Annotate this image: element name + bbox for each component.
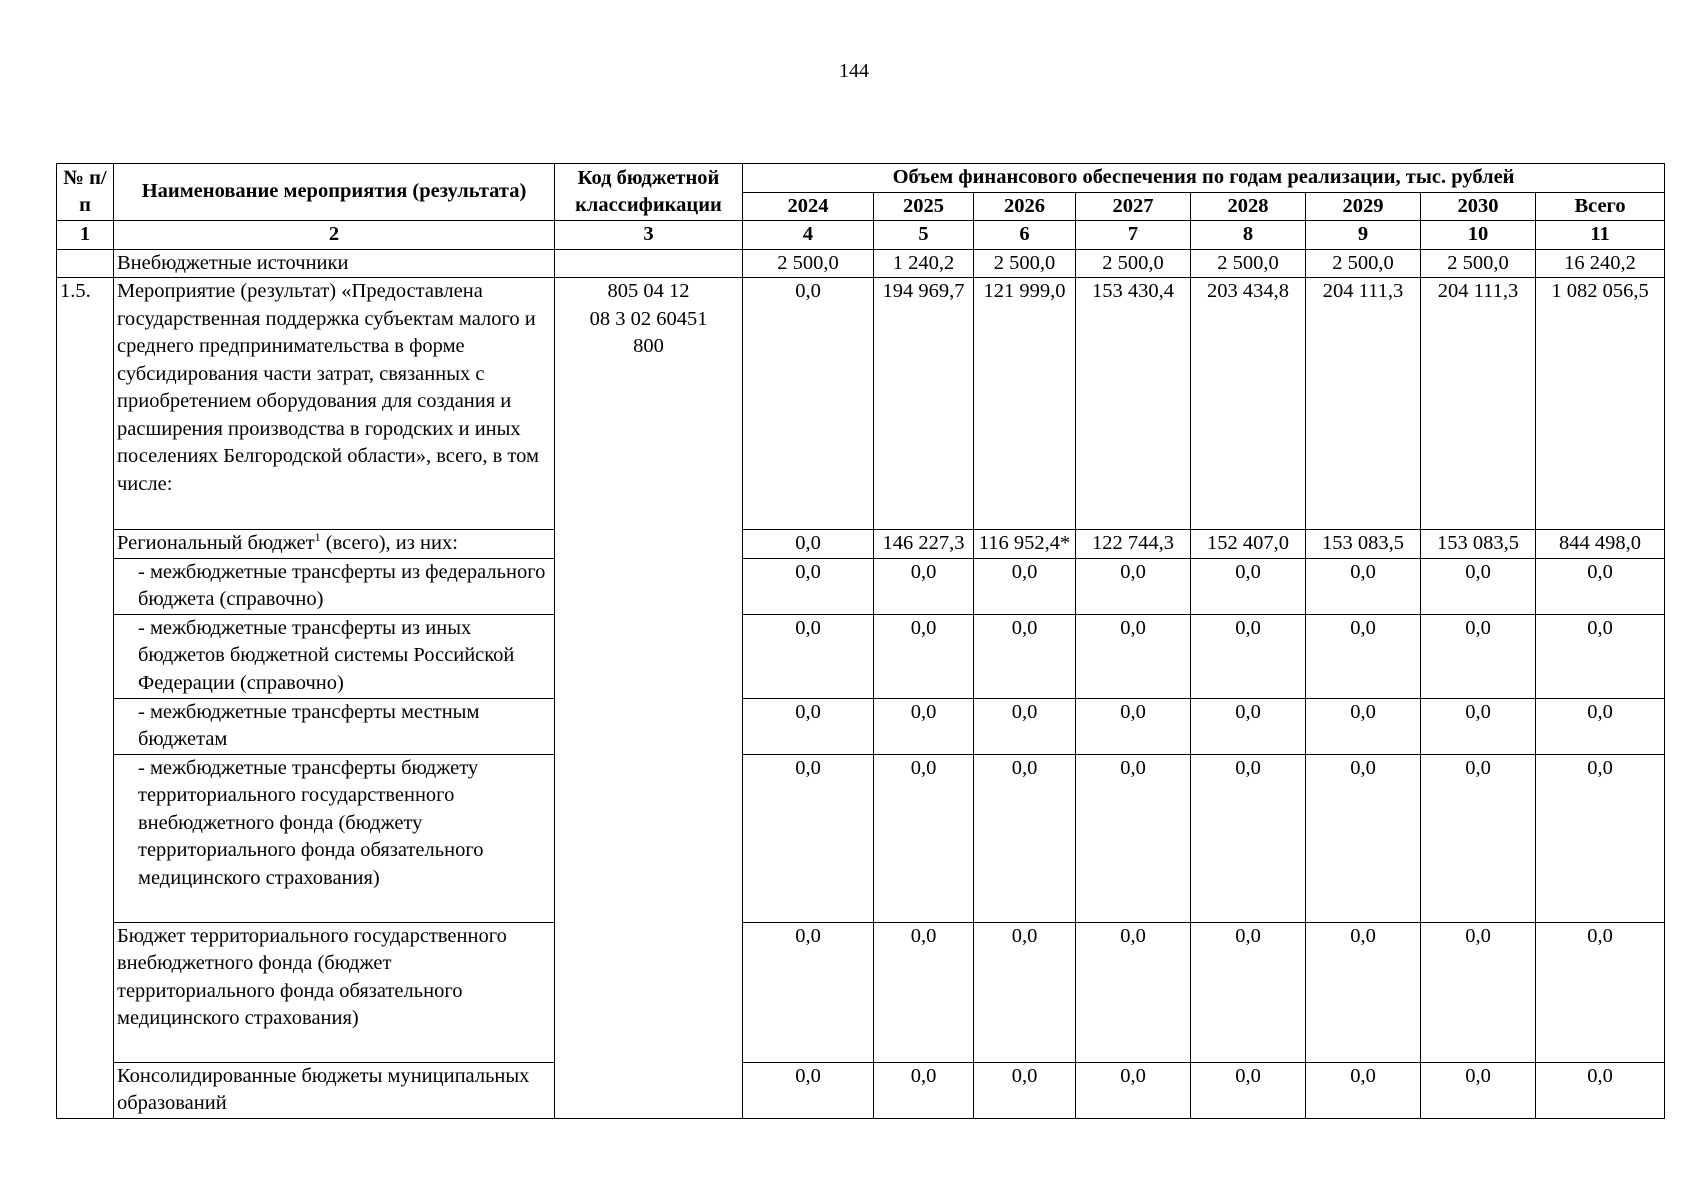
col-number: 6: [974, 221, 1076, 250]
value-cell: 0,0: [1421, 922, 1536, 1062]
value-cell: 0,0: [1191, 754, 1306, 922]
table-row: [57, 558, 1665, 614]
value-cell: 0,0: [1191, 558, 1306, 614]
table-row: [57, 754, 1665, 922]
value-cell: 2 500,0: [1191, 249, 1306, 278]
header-total: Всего: [1536, 192, 1665, 221]
row-name: [114, 530, 555, 559]
row-name: Консолидированные бюджеты муниципальных образований: [114, 1062, 555, 1118]
row-name: Внебюджетные источники: [114, 249, 555, 278]
value-cell: 0,0: [874, 754, 974, 922]
value-cell: 2 500,0: [1421, 249, 1536, 278]
value-cell: 0,0: [743, 530, 874, 559]
row-name: - межбюджетные трансферты из федерального бюджета (справочно): [114, 558, 555, 614]
header-year: 2024: [743, 192, 874, 221]
value-cell: 0,0: [743, 754, 874, 922]
value-cell: 0,0: [974, 558, 1076, 614]
value-cell: 116 952,4*: [974, 530, 1076, 559]
value-cell: 16 240,2: [1536, 249, 1665, 278]
value-cell: 0,0: [974, 922, 1076, 1062]
header-year: 2027: [1076, 192, 1191, 221]
col-number: 4: [743, 221, 874, 250]
col-number: 2: [114, 221, 555, 250]
header-code: Код бюджетной классификации: [555, 164, 743, 221]
value-cell: 2 500,0: [1306, 249, 1421, 278]
value-cell: 0,0: [874, 558, 974, 614]
budget-code: [555, 278, 743, 1119]
header-name: Наименование мероприятия (результата): [114, 164, 555, 221]
value-cell: 0,0: [1421, 754, 1536, 922]
value-cell: 153 430,4: [1076, 278, 1191, 530]
page-number: 144: [839, 60, 869, 82]
col-number: 11: [1536, 221, 1665, 250]
row-number-cell: [57, 249, 114, 278]
value-cell: 204 111,3: [1421, 278, 1536, 530]
value-cell: 194 969,7: [874, 278, 974, 530]
value-cell: 844 498,0: [1536, 530, 1665, 559]
value-cell: 0,0: [1306, 698, 1421, 754]
code-cell: [555, 249, 743, 278]
col-number: 9: [1306, 221, 1421, 250]
value-cell: 2 500,0: [743, 249, 874, 278]
value-cell: 0,0: [1536, 1062, 1665, 1118]
value-cell: 2 500,0: [1076, 249, 1191, 278]
code-line: 08 3 02 60451: [589, 307, 708, 330]
column-number-row: [57, 221, 1665, 250]
value-cell: 0,0: [1536, 698, 1665, 754]
header-year: 2025: [874, 192, 974, 221]
value-cell: 0,0: [743, 1062, 874, 1118]
header-year: 2026: [974, 192, 1076, 221]
value-cell: 0,0: [1536, 922, 1665, 1062]
value-cell: 0,0: [743, 278, 874, 530]
table-row: [57, 698, 1665, 754]
value-cell: 0,0: [743, 698, 874, 754]
value-cell: 0,0: [1421, 1062, 1536, 1118]
value-cell: 146 227,3: [874, 530, 974, 559]
code-line: 805 04 12: [607, 280, 690, 302]
value-cell: 0,0: [1306, 754, 1421, 922]
table-row: [57, 922, 1665, 1062]
row-name: - межбюджетные трансферты местным бюджетам: [114, 698, 555, 754]
header-year: 2028: [1191, 192, 1306, 221]
measure-name: Мероприятие (результат) «Предоставлена государственная поддержка субъектам малого и среднего предпринимательства в форме субсидирования части затрат, связанных с приобретением оборудования для создания и расширения производства в городских и иных поселениях Белгородской области», всего, в том числе:: [114, 278, 555, 530]
value-cell: 203 434,8: [1191, 278, 1306, 530]
value-cell: 0,0: [1076, 922, 1191, 1062]
budget-table: [56, 163, 1665, 1119]
value-cell: 0,0: [1191, 1062, 1306, 1118]
value-cell: 0,0: [743, 558, 874, 614]
header-year: 2030: [1421, 192, 1536, 221]
value-cell: 0,0: [1536, 754, 1665, 922]
col-number: 3: [555, 221, 743, 250]
value-cell: 0,0: [874, 614, 974, 698]
col-number: 5: [874, 221, 974, 250]
col-number: 1: [57, 221, 114, 250]
value-cell: 0,0: [1306, 558, 1421, 614]
value-cell: 0,0: [1421, 614, 1536, 698]
row-name: Бюджет территориального государственного внебюджетного фонда (бюджет территориального фонда обязательного медицинского страхования): [114, 922, 555, 1062]
value-cell: 0,0: [874, 1062, 974, 1118]
value-cell: 0,0: [874, 698, 974, 754]
value-cell: 1 082 056,5: [1536, 278, 1665, 530]
value-cell: 0,0: [974, 698, 1076, 754]
value-cell: 0,0: [974, 614, 1076, 698]
value-cell: 0,0: [1076, 698, 1191, 754]
header-num: № п/п: [57, 164, 114, 221]
value-cell: 0,0: [1191, 698, 1306, 754]
value-cell: 121 999,0: [974, 278, 1076, 530]
value-cell: 0,0: [743, 614, 874, 698]
table-row: [57, 249, 1665, 278]
value-cell: 0,0: [1536, 614, 1665, 698]
value-cell: 0,0: [1076, 614, 1191, 698]
header-year: 2029: [1306, 192, 1421, 221]
value-cell: 122 744,3: [1076, 530, 1191, 559]
col-number: 10: [1421, 221, 1536, 250]
value-cell: 0,0: [1306, 1062, 1421, 1118]
row-name: - межбюджетные трансферты бюджету территориального государственного внебюджетного фонда (бюджету территориального фонда обязательного медицинского страхования): [114, 754, 555, 922]
row-name-text: Региональный бюджет: [117, 532, 315, 554]
value-cell: 0,0: [1191, 922, 1306, 1062]
table-row: [57, 614, 1665, 698]
value-cell: 153 083,5: [1421, 530, 1536, 559]
footnote-mark: 1: [314, 530, 321, 545]
value-cell: 0,0: [1191, 614, 1306, 698]
table-row: [57, 278, 1665, 530]
table-row: [57, 1062, 1665, 1118]
row-number: 1.5.: [57, 278, 114, 1119]
value-cell: 0,0: [1536, 558, 1665, 614]
value-cell: 0,0: [1076, 1062, 1191, 1118]
col-number: 8: [1191, 221, 1306, 250]
value-cell: 0,0: [1421, 698, 1536, 754]
code-line: 800: [633, 335, 664, 357]
col-number: 7: [1076, 221, 1191, 250]
value-cell: 0,0: [1076, 558, 1191, 614]
value-cell: 204 111,3: [1306, 278, 1421, 530]
row-name-text: (всего), из них:: [320, 532, 458, 554]
value-cell: 0,0: [743, 922, 874, 1062]
value-cell: 0,0: [1306, 614, 1421, 698]
value-cell: 0,0: [1421, 558, 1536, 614]
value-cell: 2 500,0: [974, 249, 1076, 278]
value-cell: 153 083,5: [1306, 530, 1421, 559]
table-row: [57, 530, 1665, 559]
header-finance-group: Объем финансового обеспечения по годам реализации, тыс. рублей: [743, 164, 1665, 193]
value-cell: 0,0: [874, 922, 974, 1062]
value-cell: 0,0: [1306, 922, 1421, 1062]
value-cell: 0,0: [974, 754, 1076, 922]
value-cell: 1 240,2: [874, 249, 974, 278]
value-cell: 152 407,0: [1191, 530, 1306, 559]
value-cell: 0,0: [1076, 754, 1191, 922]
row-name: - межбюджетные трансферты из иных бюджетов бюджетной системы Российской Федерации (справочно): [114, 614, 555, 698]
value-cell: 0,0: [974, 1062, 1076, 1118]
